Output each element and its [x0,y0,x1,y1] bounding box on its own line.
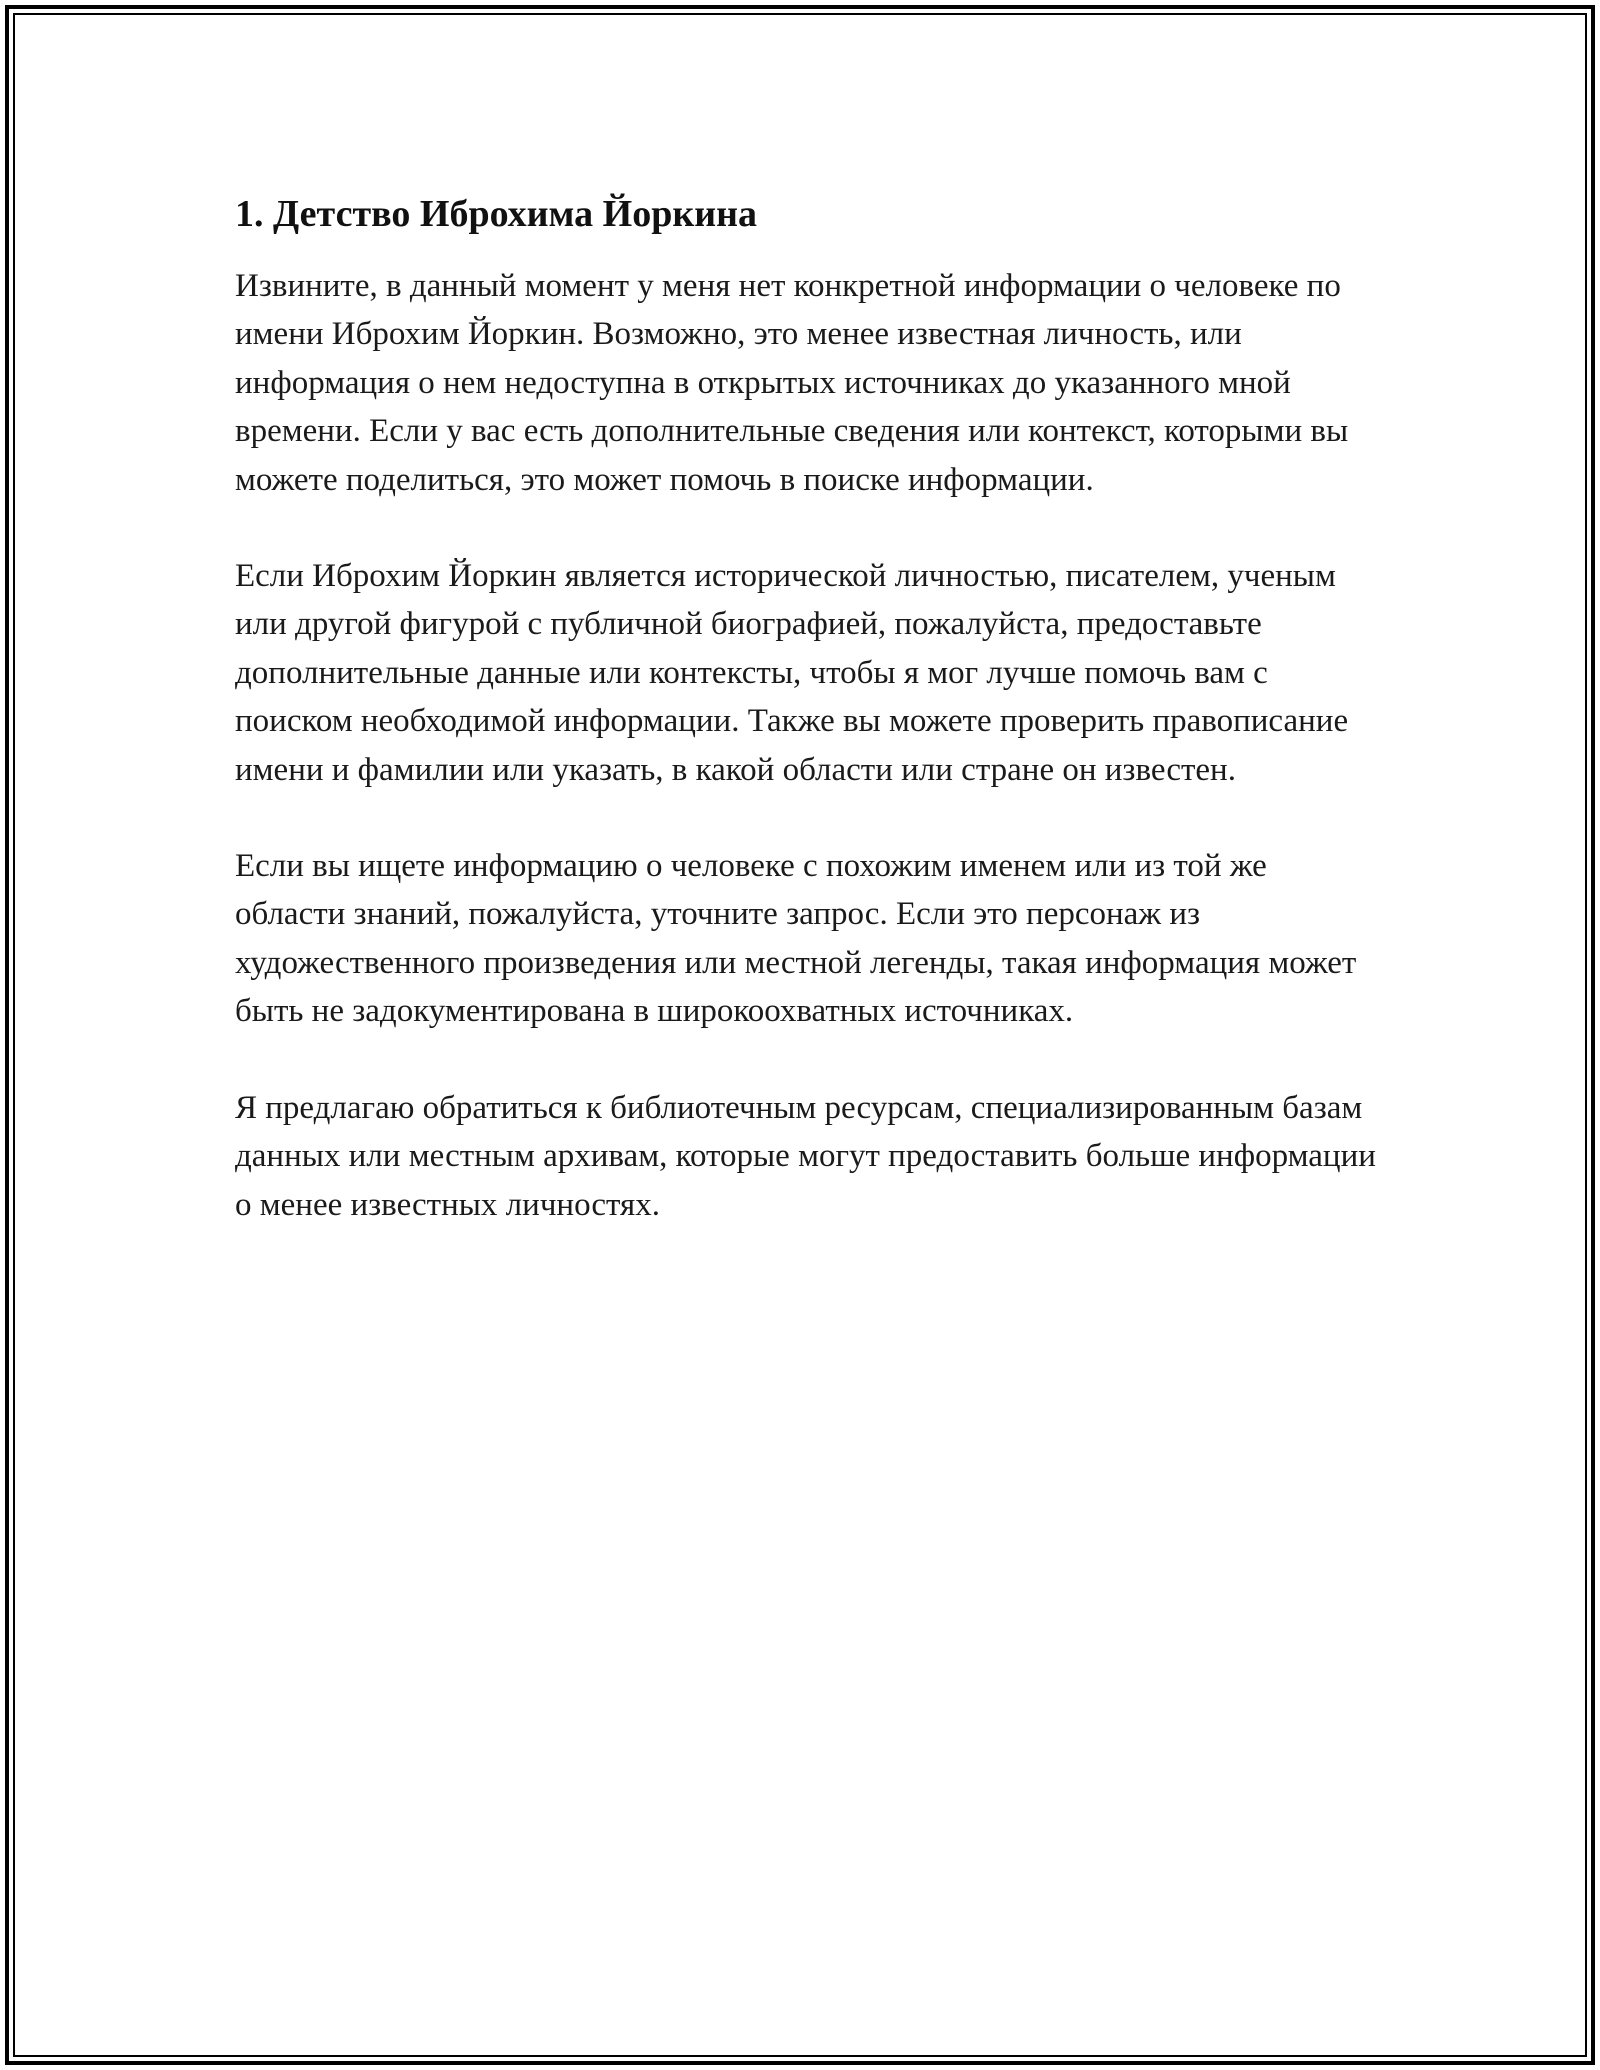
section-heading: 1. Детство Иброхима Йоркина [235,193,758,235]
paragraph-1: Извините, в данный момент у меня нет конкретной информации о человеке по имени Иброхим Йоркин. Возможно, это менее известная личность, или информация о нем недоступна в открытых источниках до указанного мной времени. Если у вас есть дополнительные сведения или контекст, которыми вы можете поделиться, это может помочь в поиске информации. [235,268,1349,498]
paragraph-2: Если Иброхим Йоркин является исторической личностью, писателем, ученым или другой фигурой с публичной биографией, пожалуйста, предоставьте дополнительные данные или контексты, чтобы я мог лучше помочь вам с поиском необходимой информации. Также вы можете проверить правописание имени и фамилии или указать, в какой области или стране он известен. [235,558,1349,788]
paragraph-3: Если вы ищете информацию о человеке с похожим именем или из той же области знаний, пожалуйста, уточните запрос. Если это персонаж из художественного произведения или местной легенды, такая информация может быть не задокументирована в широкоохватных источниках. [235,848,1357,1030]
document-body [235,188,1385,1277]
paragraph-4: Я предлагаю обратиться к библиотечным ресурсам, специализированным базам данных или местным архивам, которые могут предоставить больше информации о менее известных личностях. [235,1089,1376,1223]
